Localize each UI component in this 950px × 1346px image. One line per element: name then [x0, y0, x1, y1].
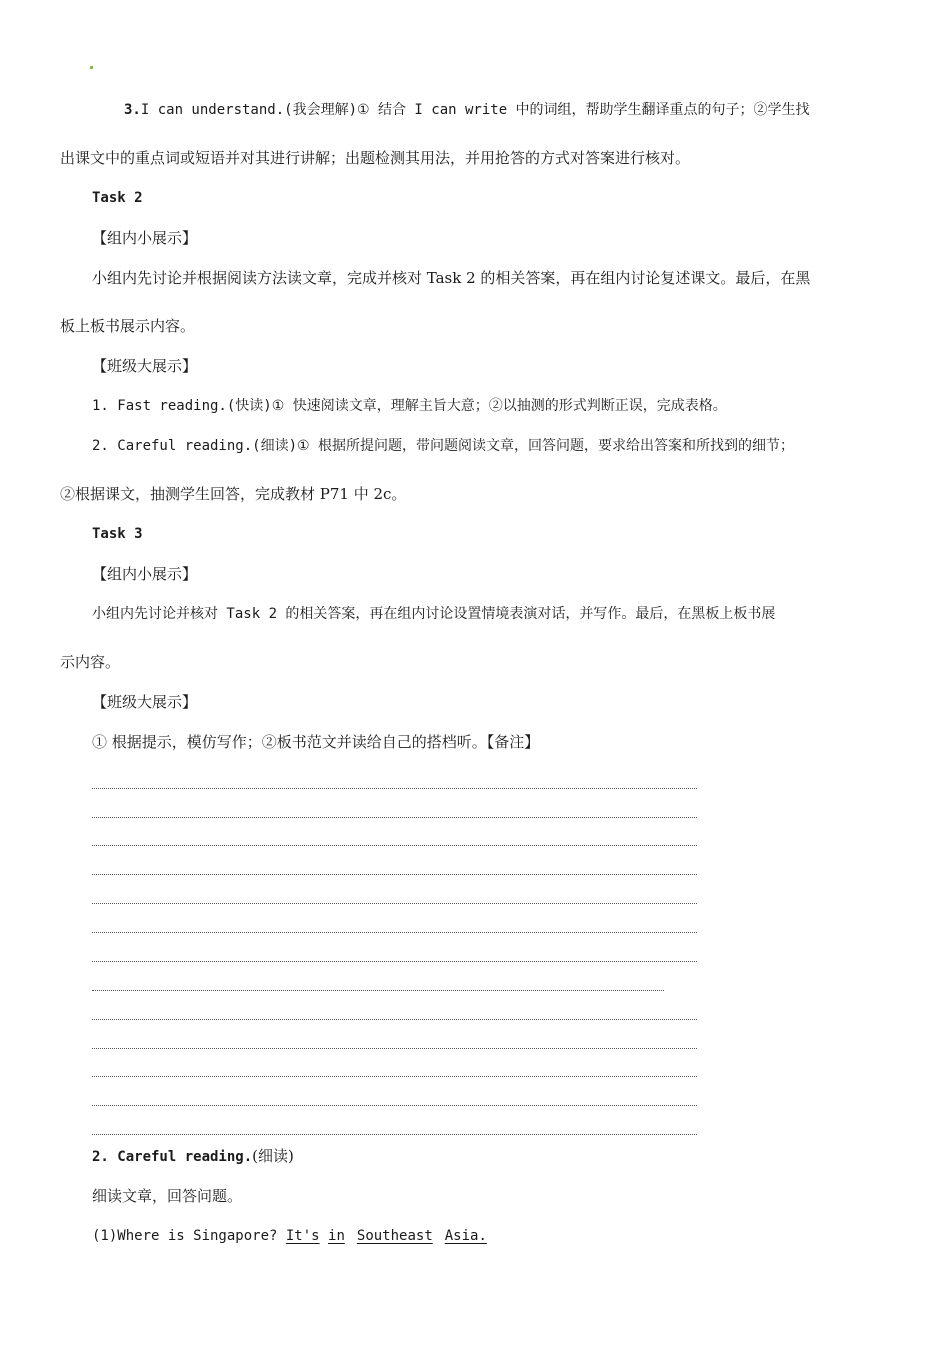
margin-marker — [90, 66, 93, 69]
paragraph-i-can-understand-line2: 出课文中的重点词或短语并对其进行讲解；出题检测其用法，并用抢答的方式对答案进行核对。 — [60, 149, 691, 167]
question-1-text: (1)Where is Singapore? — [92, 1228, 278, 1244]
writing-line — [92, 1076, 697, 1077]
task3-heading: Task 3 — [92, 526, 143, 542]
writing-line — [92, 1134, 697, 1135]
answer-word: Asia. — [444, 1228, 487, 1244]
question-1 — [92, 1226, 487, 1246]
paragraph-text: I can understand.(我会理解)① 结合 I can write 中的词组，帮助学生翻译重点的句子；②学生找 — [140, 102, 810, 118]
task2-group-heading: 【组内小展示】 — [92, 229, 198, 247]
writing-line — [92, 874, 697, 875]
paragraph-i-can-understand-line1 — [124, 100, 810, 120]
task2-careful-reading-line1: 2. Careful reading.(细读)① 根据所提问题，带问题阅读文章，回答问题，要求给出答案和所找到的细节； — [92, 438, 794, 454]
task2-group-text-line2: 板上板书展示内容。 — [60, 317, 196, 335]
writing-line — [92, 903, 697, 904]
writing-line — [92, 990, 664, 991]
writing-line — [92, 1048, 697, 1049]
writing-line — [92, 1105, 697, 1106]
task3-class-text: ① 根据提示，模仿写作；②板书范文并读给自己的搭档听。【备注】 — [92, 733, 540, 751]
task2-group-text-line1: 小组内先讨论并根据阅读方法读文章，完成并核对 Task 2 的相关答案，再在组内讨论复述课文。最后，在黑 — [92, 269, 811, 287]
careful-reading-suffix: (细读) — [252, 1147, 294, 1165]
writing-line — [92, 932, 697, 933]
answer-word: It's — [285, 1228, 320, 1244]
careful-reading-heading — [92, 1146, 294, 1167]
writing-line — [92, 817, 697, 818]
task3-class-heading: 【班级大展示】 — [92, 693, 198, 711]
task3-group-heading: 【组内小展示】 — [92, 565, 198, 583]
task2-heading: Task 2 — [92, 190, 143, 206]
careful-reading-instruction: 细读文章，回答问题。 — [92, 1187, 243, 1205]
writing-line — [92, 1019, 697, 1020]
writing-line — [92, 961, 697, 962]
task3-group-text-line1: 小组内先讨论并核对 Task 2 的相关答案，再在组内讨论设置情境表演对话，并写作。最后，在黑板上板书展 — [92, 606, 776, 622]
task2-careful-reading-line2: ②根据课文，抽测学生回答，完成教材 P71 中 2c。 — [60, 485, 407, 503]
task2-class-heading: 【班级大展示】 — [92, 357, 198, 375]
writing-line — [92, 845, 697, 846]
task2-fast-reading: 1. Fast reading.(快读)① 快速阅读文章，理解主旨大意；②以抽测的形式判断正误，完成表格。 — [92, 398, 727, 414]
answer-word: Southeast — [356, 1228, 433, 1244]
item-number: 3. — [124, 102, 141, 118]
answer-word: in — [328, 1228, 345, 1244]
writing-line — [92, 788, 697, 789]
careful-reading-label: 2. Careful reading. — [92, 1149, 253, 1165]
task3-group-text-line2: 示内容。 — [60, 653, 121, 671]
